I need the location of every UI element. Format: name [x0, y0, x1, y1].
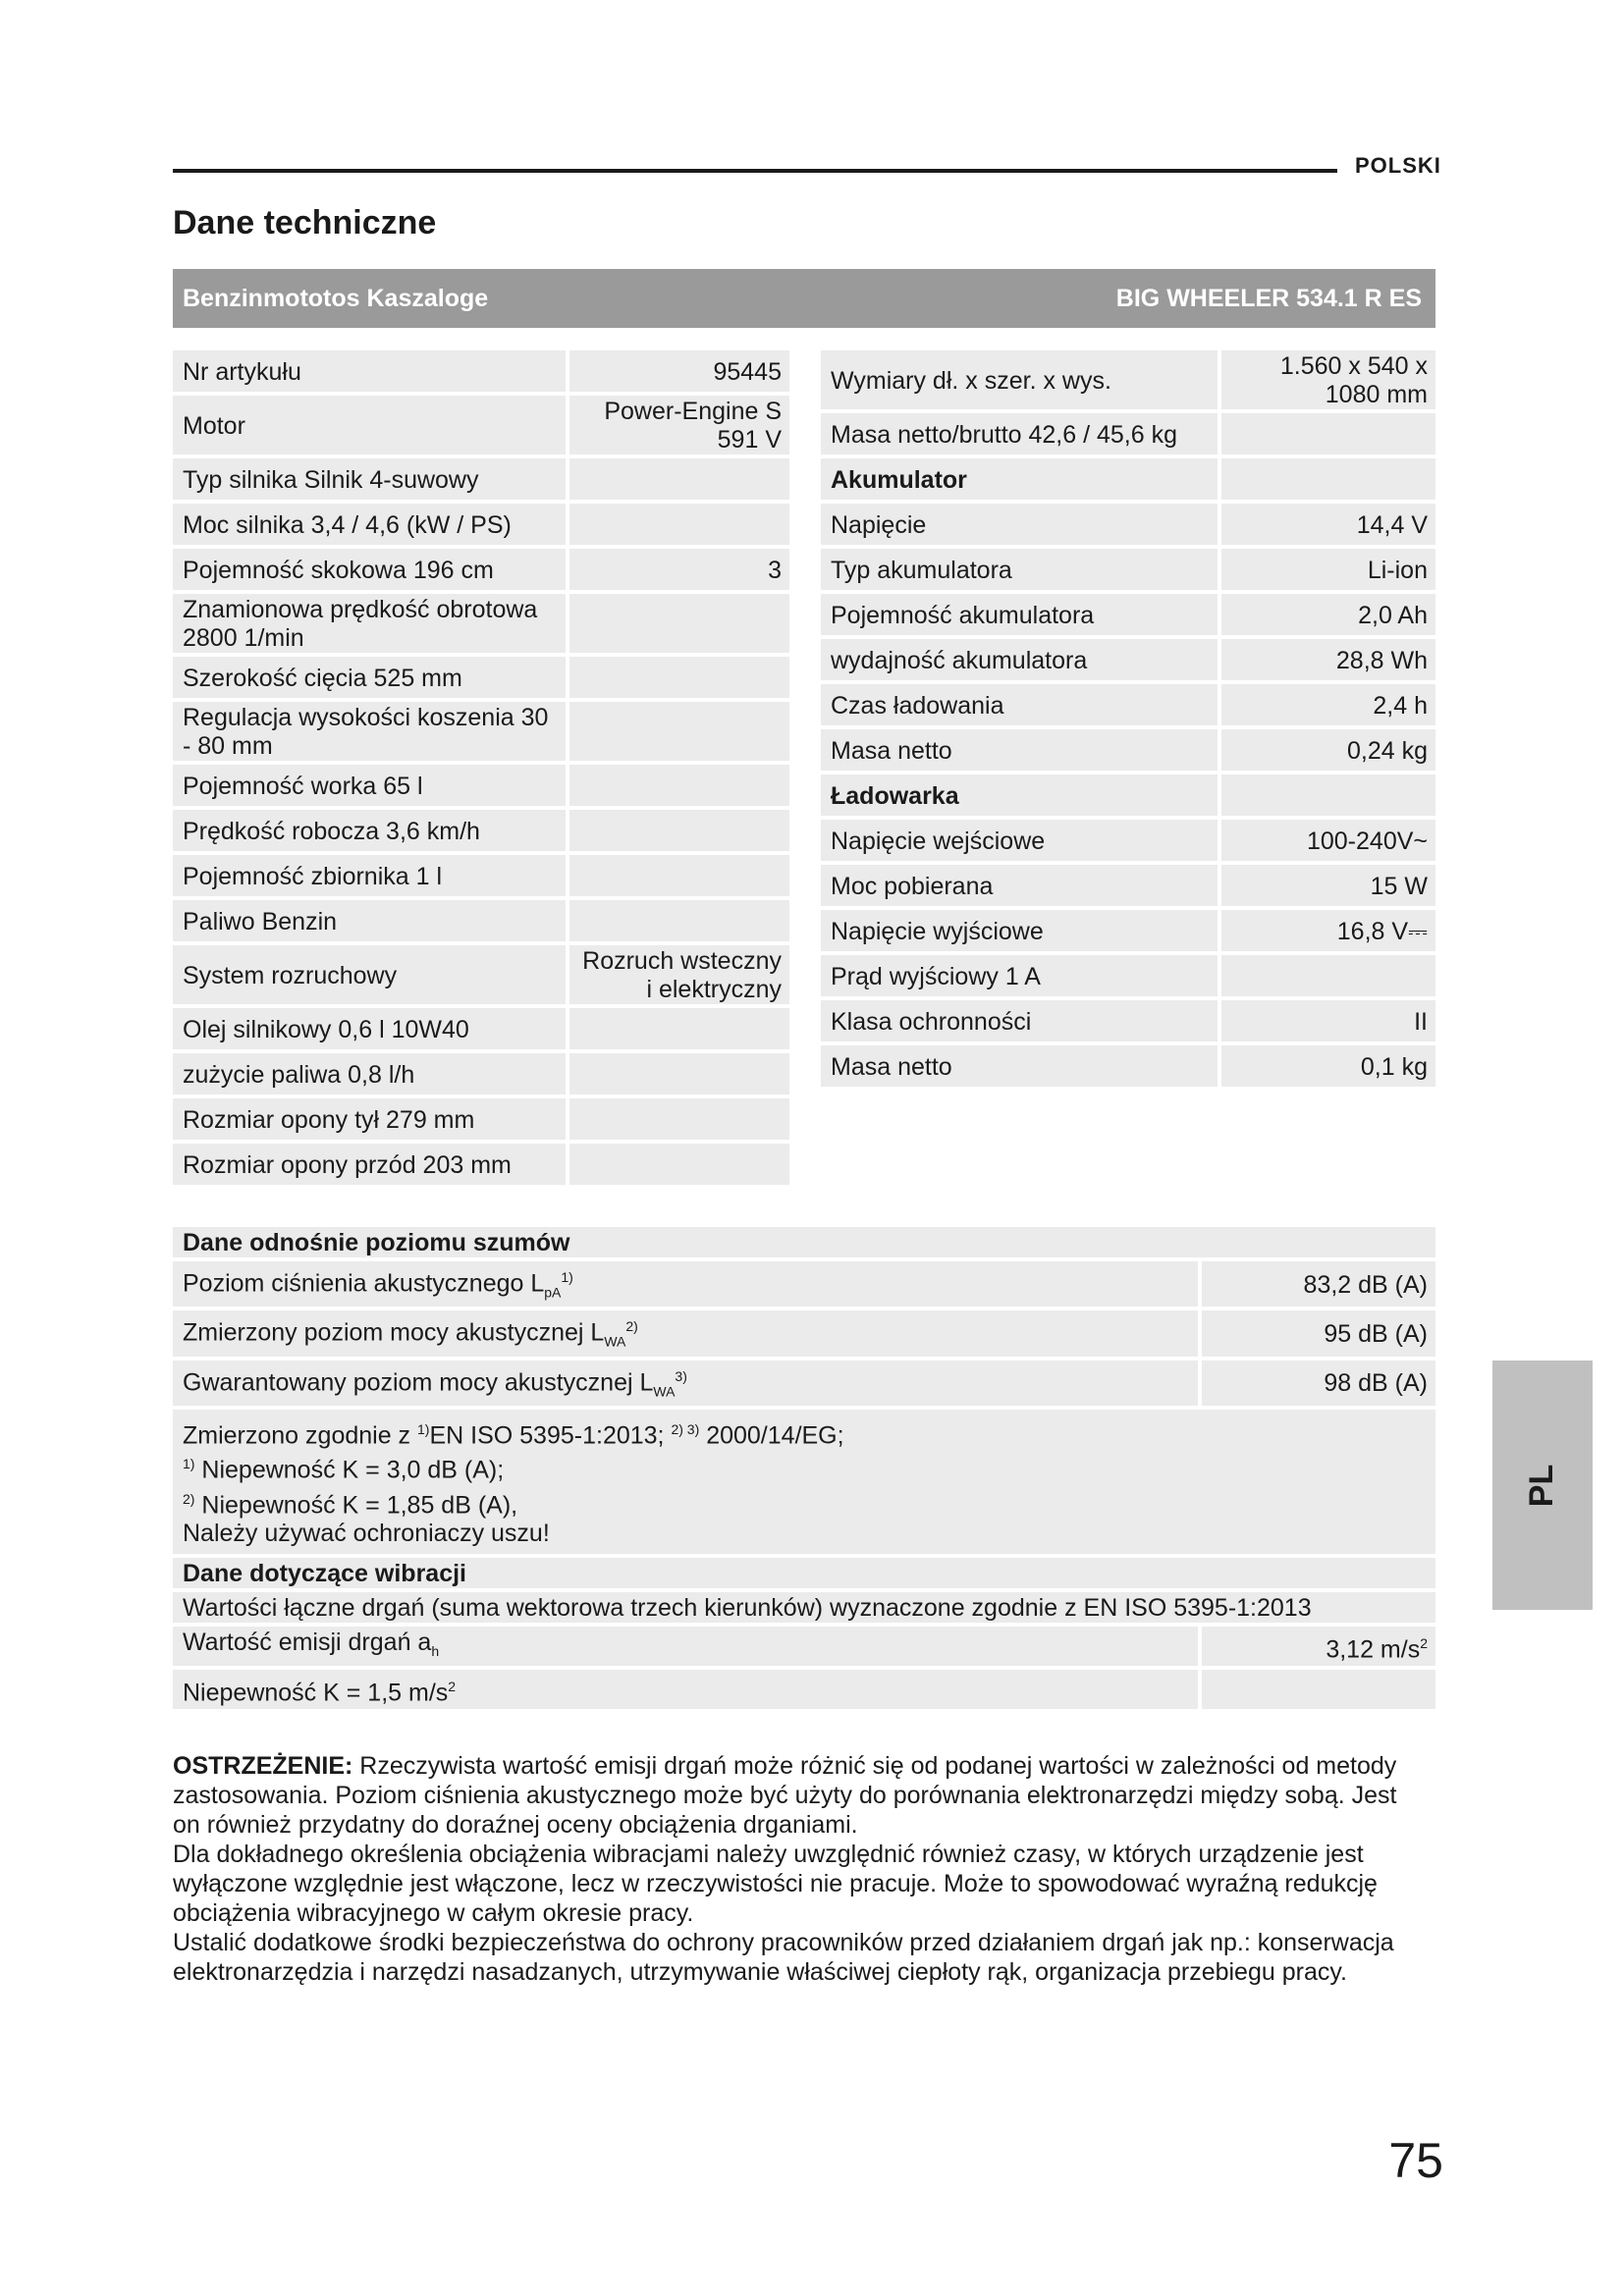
spec-row — [173, 350, 789, 392]
spec-label: Moc silnika 3,4 / 4,6 (kW / PS) — [173, 504, 566, 545]
language-label: POLSKI — [1355, 153, 1441, 178]
spec-value: II — [1218, 1000, 1435, 1041]
spec-label: Napięcie wejściowe — [821, 820, 1218, 861]
spec-value — [566, 458, 789, 500]
spec-row — [821, 594, 1435, 635]
spec-value: 2,0 Ah — [1218, 594, 1435, 635]
noise-heading: Dane odnośnie poziomu szumów — [173, 1227, 1435, 1257]
spec-value — [566, 765, 789, 806]
spec-label: Nr artykułu — [173, 350, 566, 392]
noise-vibration-table — [173, 1223, 1435, 1713]
spec-label: Znamionowa prędkość obrotowa 2800 1/min — [173, 594, 566, 653]
noise-value: 83,2 dB (A) — [1198, 1261, 1435, 1307]
vibration-row — [173, 1670, 1435, 1709]
spec-label: Prąd wyjściowy 1 A — [821, 955, 1218, 996]
spec-row — [821, 350, 1435, 409]
spec-value — [1218, 413, 1435, 454]
spec-label: Szerokość cięcia 525 mm — [173, 657, 566, 698]
vibration-uncertainty: Niepewność K = 1,5 $m/s^2$ — [173, 1670, 1198, 1709]
spec-value: Rozruch wsteczny i elektryczny — [566, 945, 789, 1004]
right-spec-table — [821, 347, 1435, 1091]
spec-row — [821, 955, 1435, 996]
spec-value — [566, 594, 789, 653]
noise-heading-row — [173, 1227, 1435, 1257]
product-banner — [173, 269, 1435, 328]
noise-row — [173, 1261, 1435, 1307]
spec-value — [566, 504, 789, 545]
noise-row — [173, 1310, 1435, 1356]
noise-label: Zmierzony poziom mocy akustycznej $L_{WA}^{2)}$ — [173, 1310, 1198, 1356]
warning-section — [173, 1751, 1400, 1987]
spec-row — [173, 1098, 789, 1140]
spec-value: Li-ion — [1218, 549, 1435, 590]
spec-row — [821, 729, 1435, 771]
spec-label: Moc pobierana — [821, 865, 1218, 906]
spec-label: Rozmiar opony tył 279 mm — [173, 1098, 566, 1140]
spec-label: Ładowarka — [821, 774, 1218, 816]
vibration-heading: Dane dotyczące wibracji — [173, 1558, 1435, 1588]
spec-value: Power-Engine S 591 V — [566, 396, 789, 454]
vibration-emission-value: 3,12 $m/s^2$ — [1198, 1627, 1435, 1666]
spec-label: Masa netto — [821, 729, 1218, 771]
spec-row — [173, 504, 789, 545]
spec-row — [821, 910, 1435, 951]
spec-label: Pojemność worka 65 l — [173, 765, 566, 806]
spec-label: Pojemność skokowa 196 cm — [173, 549, 566, 590]
spec-row — [821, 774, 1435, 816]
spec-row — [821, 684, 1435, 725]
spec-label: Motor — [173, 396, 566, 454]
spec-row — [821, 1045, 1435, 1087]
spec-label: Regulacja wysokości koszenia 30 - 80 mm — [173, 702, 566, 761]
left-spec-table — [173, 347, 789, 1189]
noise-row — [173, 1361, 1435, 1406]
spec-value: 100-240V~ — [1218, 820, 1435, 861]
spec-value: 0,1 kg — [1218, 1045, 1435, 1087]
spec-row — [173, 1008, 789, 1049]
spec-value — [566, 900, 789, 941]
spec-row — [173, 549, 789, 590]
spec-value — [566, 1144, 789, 1185]
spec-label: Typ akumulatora — [821, 549, 1218, 590]
warning-label: OSTRZEŻENIE: — [173, 1752, 353, 1780]
spec-value — [566, 855, 789, 896]
language-side-tab — [1492, 1361, 1593, 1610]
spec-value: 14,4 V — [1218, 504, 1435, 545]
spec-row — [173, 458, 789, 500]
spec-row — [173, 900, 789, 941]
page-number: 75 — [1388, 2133, 1443, 2188]
spec-value: 95445 — [566, 350, 789, 392]
spec-value: 16,8 V⎓ — [1218, 910, 1435, 951]
spec-value — [566, 810, 789, 851]
spec-value: 0,24 kg — [1218, 729, 1435, 771]
spec-row — [173, 396, 789, 454]
spec-row — [173, 765, 789, 806]
vibration-heading-row — [173, 1558, 1435, 1588]
spec-row — [173, 702, 789, 761]
spec-label: Paliwo Benzin — [173, 900, 566, 941]
spec-label: Masa netto — [821, 1045, 1218, 1087]
spec-label: Prędkość robocza 3,6 km/h — [173, 810, 566, 851]
spec-label: zużycie paliwa 0,8 l/h — [173, 1053, 566, 1095]
vibration-uncertainty-value — [1198, 1670, 1435, 1709]
spec-value: 2,4 h — [1218, 684, 1435, 725]
noise-value: 98 dB (A) — [1198, 1361, 1435, 1406]
header-rule — [173, 169, 1337, 173]
noise-label: Gwarantowany poziom mocy akustycznej $L_{WA}^{3)}$ — [173, 1361, 1198, 1406]
spec-value: 15 W — [1218, 865, 1435, 906]
spec-label: Pojemność akumulatora — [821, 594, 1218, 635]
noise-measurement-row — [173, 1410, 1435, 1554]
spec-label: Napięcie — [821, 504, 1218, 545]
spec-row — [173, 1053, 789, 1095]
spec-row — [821, 458, 1435, 500]
spec-row — [821, 639, 1435, 680]
spec-row — [173, 594, 789, 653]
spec-label: Pojemność zbiornika 1 l — [173, 855, 566, 896]
spec-value — [566, 1053, 789, 1095]
page-title: Dane techniczne — [173, 204, 437, 241]
spec-row — [173, 945, 789, 1004]
vibration-row — [173, 1627, 1435, 1666]
spec-row — [821, 820, 1435, 861]
spec-value — [1218, 774, 1435, 816]
warning-paragraph: Dla dokładnego określenia obciążenia wibracjami należy uwzględnić również czasy, w których urządzenie jest wyłączone względnie jest włączone, lecz w rzeczywistości nie pracuje. Może to spowodować wyraźną redukcję obciążenia wibracyjnego w całym okresie pracy. — [173, 1841, 1378, 1927]
spec-label: Akumulator — [821, 458, 1218, 500]
spec-label: Napięcie wyjściowe — [821, 910, 1218, 951]
spec-value: 1.560 x 540 x 1080 mm — [1218, 350, 1435, 409]
product-model: BIG WHEELER 534.1 R ES — [1115, 284, 1422, 312]
warning-paragraph: OSTRZEŻENIE: Rzeczywista wartość emisji drgań może różnić się od podanej wartości w zależności od metody zastosowania. Poziom ciśnienia akustycznego może być użyty do porównania elektronarzędzi między sobą. Jest on również przydatny do doraźnej oceny obciążenia drganiami. — [173, 1752, 1397, 1839]
spec-row — [173, 855, 789, 896]
noise-label: Poziom ciśnienia akustycznego $L_{pA}^{1)}$ — [173, 1261, 1198, 1307]
spec-row — [173, 1144, 789, 1185]
spec-value: 28,8 Wh — [1218, 639, 1435, 680]
language-side-tab-label: PL — [1523, 1464, 1561, 1507]
spec-row — [173, 657, 789, 698]
spec-label: Czas ładowania — [821, 684, 1218, 725]
spec-value — [566, 1098, 789, 1140]
product-type: Benzinmototos Kaszaloge — [183, 284, 489, 312]
spec-label: Typ silnika Silnik 4-suwowy — [173, 458, 566, 500]
spec-row — [821, 413, 1435, 454]
spec-row — [821, 1000, 1435, 1041]
spec-value — [1218, 955, 1435, 996]
vibration-description-row — [173, 1592, 1435, 1623]
spec-label: Wymiary dł. x szer. x wys. — [821, 350, 1218, 409]
spec-value — [566, 702, 789, 761]
noise-measurement-note: Zmierzono zgodnie z $^{1)}$EN ISO 5395-1:2013; $^{2) 3)}$ 2000/14/EG; $^{1)}$ Niepewność K = 3,0 dB (A); $^{2)}$ Niepewność K = 1,85 dB (A), Należy używać ochroniaczy uszu! — [173, 1410, 1435, 1554]
spec-label: System rozruchowy — [173, 945, 566, 1004]
spec-row — [821, 865, 1435, 906]
spec-value: 3 — [566, 549, 789, 590]
vibration-description: Wartości łączne drgań (suma wektorowa trzech kierunków) wyznaczone zgodnie z EN ISO 5395-1:2013 — [173, 1592, 1435, 1623]
spec-row — [821, 504, 1435, 545]
spec-value — [566, 1008, 789, 1049]
spec-value — [566, 657, 789, 698]
spec-label: wydajność akumulatora — [821, 639, 1218, 680]
spec-label: Masa netto/brutto 42,6 / 45,6 kg — [821, 413, 1218, 454]
spec-label: Olej silnikowy 0,6 l 10W40 — [173, 1008, 566, 1049]
noise-value: 95 dB (A) — [1198, 1310, 1435, 1356]
spec-label: Rozmiar opony przód 203 mm — [173, 1144, 566, 1185]
spec-value — [1218, 458, 1435, 500]
warning-paragraph: Ustalić dodatkowe środki bezpieczeństwa do ochrony pracowników przed działaniem drgań jak np.: konserwacja elektronarzędzia i narzędzi nasadzanych, utrzymywanie właściwej ciepłoty rąk, organizacja przebiegu pracy. — [173, 1929, 1394, 1986]
spec-row — [173, 810, 789, 851]
spec-label: Klasa ochronności — [821, 1000, 1218, 1041]
spec-row — [821, 549, 1435, 590]
vibration-emission-label: Wartość emisji drgań $a_h$ — [173, 1627, 1198, 1666]
